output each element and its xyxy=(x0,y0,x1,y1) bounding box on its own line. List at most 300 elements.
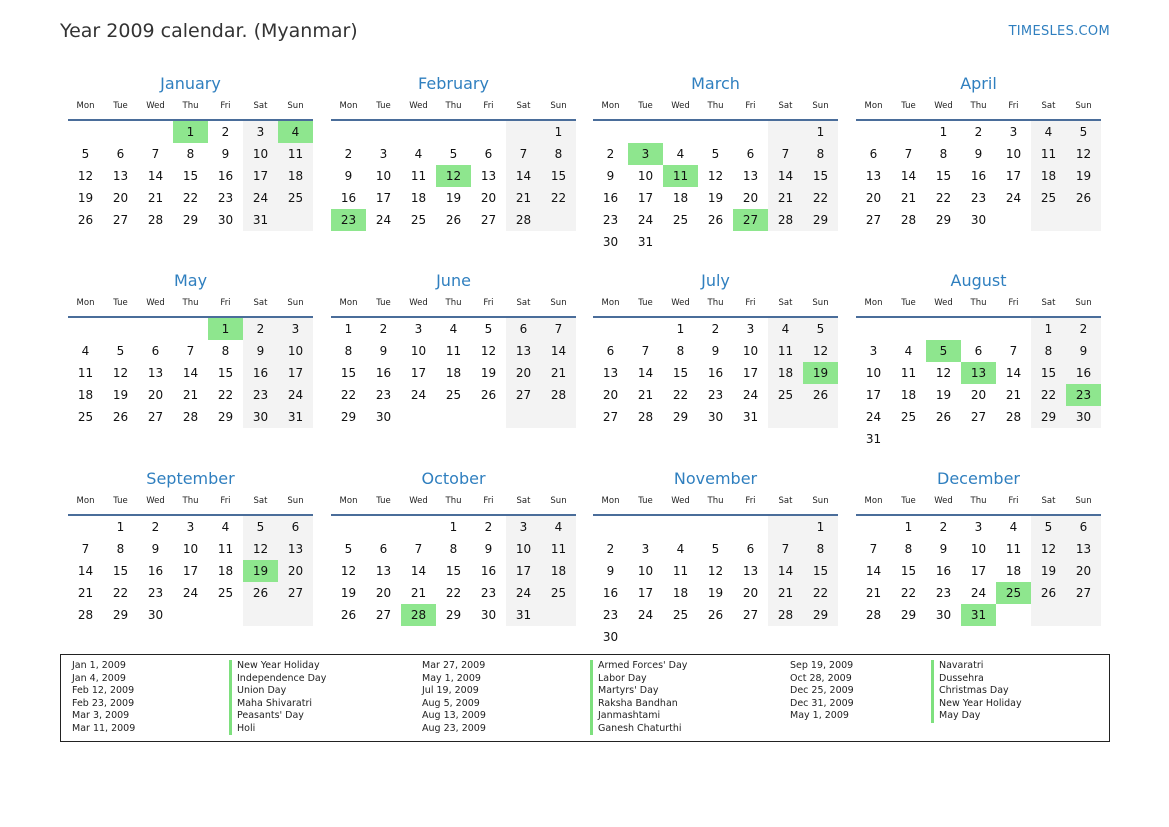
day-cell[interactable]: 23 xyxy=(970,191,987,205)
day-cell[interactable]: 27 xyxy=(375,608,392,622)
day-cell[interactable]: 23 xyxy=(252,388,269,402)
day-cell[interactable]: 7 xyxy=(554,322,563,336)
holiday-day-cell[interactable]: 11 xyxy=(663,165,698,187)
day-cell[interactable]: 21 xyxy=(1005,388,1022,402)
day-cell[interactable]: 25 xyxy=(1040,191,1057,205)
day-cell[interactable]: 15 xyxy=(340,366,357,380)
day-cell[interactable]: 30 xyxy=(1075,410,1092,424)
day-cell[interactable]: 11 xyxy=(1040,147,1057,161)
day-cell[interactable]: 20 xyxy=(742,191,759,205)
day-cell[interactable]: 15 xyxy=(1040,366,1057,380)
day-cell[interactable]: 12 xyxy=(340,564,357,578)
day-cell[interactable]: 7 xyxy=(151,147,160,161)
day-cell[interactable]: 20 xyxy=(375,586,392,600)
day-cell[interactable]: 30 xyxy=(970,213,987,227)
day-cell[interactable]: 25 xyxy=(287,191,304,205)
holiday-day-cell[interactable]: 1 xyxy=(208,318,243,340)
day-cell[interactable]: 11 xyxy=(900,366,917,380)
day-cell[interactable]: 26 xyxy=(812,388,829,402)
day-cell[interactable]: 22 xyxy=(812,191,829,205)
day-cell[interactable]: 6 xyxy=(519,322,528,336)
day-cell[interactable]: 11 xyxy=(287,147,304,161)
day-cell[interactable]: 29 xyxy=(812,608,829,622)
day-cell[interactable]: 5 xyxy=(256,520,265,534)
day-cell[interactable]: 24 xyxy=(970,586,987,600)
day-cell[interactable]: 7 xyxy=(414,542,423,556)
day-cell[interactable]: 14 xyxy=(410,564,427,578)
day-cell[interactable]: 3 xyxy=(291,322,300,336)
day-cell[interactable]: 11 xyxy=(77,366,94,380)
day-cell[interactable]: 26 xyxy=(112,410,129,424)
day-cell[interactable]: 6 xyxy=(974,344,983,358)
day-cell[interactable]: 23 xyxy=(602,608,619,622)
day-cell[interactable]: 6 xyxy=(1079,520,1088,534)
day-cell[interactable]: 13 xyxy=(865,169,882,183)
day-cell[interactable]: 13 xyxy=(287,542,304,556)
day-cell[interactable]: 30 xyxy=(707,410,724,424)
day-cell[interactable]: 14 xyxy=(865,564,882,578)
day-cell[interactable]: 10 xyxy=(865,366,882,380)
day-cell[interactable]: 9 xyxy=(151,542,160,556)
day-cell[interactable]: 21 xyxy=(77,586,94,600)
day-cell[interactable]: 13 xyxy=(515,344,532,358)
day-cell[interactable]: 27 xyxy=(865,213,882,227)
day-cell[interactable]: 18 xyxy=(1005,564,1022,578)
day-cell[interactable]: 16 xyxy=(970,169,987,183)
day-cell[interactable]: 18 xyxy=(287,169,304,183)
day-cell[interactable]: 27 xyxy=(287,586,304,600)
day-cell[interactable]: 3 xyxy=(379,147,388,161)
day-cell[interactable]: 12 xyxy=(1040,542,1057,556)
holiday-day-cell[interactable]: 23 xyxy=(1066,384,1101,406)
day-cell[interactable]: 26 xyxy=(707,213,724,227)
day-cell[interactable]: 2 xyxy=(606,542,615,556)
day-cell[interactable]: 17 xyxy=(970,564,987,578)
day-cell[interactable]: 2 xyxy=(939,520,948,534)
day-cell[interactable]: 17 xyxy=(515,564,532,578)
day-cell[interactable]: 12 xyxy=(112,366,129,380)
day-cell[interactable]: 15 xyxy=(812,169,829,183)
day-cell[interactable]: 20 xyxy=(515,366,532,380)
day-cell[interactable]: 17 xyxy=(637,586,654,600)
day-cell[interactable]: 1 xyxy=(1044,322,1053,336)
day-cell[interactable]: 29 xyxy=(112,608,129,622)
day-cell[interactable]: 6 xyxy=(116,147,125,161)
day-cell[interactable]: 7 xyxy=(781,542,790,556)
day-cell[interactable]: 29 xyxy=(217,410,234,424)
day-cell[interactable]: 2 xyxy=(256,322,265,336)
day-cell[interactable]: 22 xyxy=(812,586,829,600)
day-cell[interactable]: 18 xyxy=(217,564,234,578)
day-cell[interactable]: 13 xyxy=(480,169,497,183)
day-cell[interactable]: 15 xyxy=(112,564,129,578)
day-cell[interactable]: 31 xyxy=(252,213,269,227)
day-cell[interactable]: 7 xyxy=(519,147,528,161)
day-cell[interactable]: 28 xyxy=(900,213,917,227)
day-cell[interactable]: 26 xyxy=(340,608,357,622)
day-cell[interactable]: 16 xyxy=(340,191,357,205)
day-cell[interactable]: 16 xyxy=(375,366,392,380)
day-cell[interactable]: 29 xyxy=(445,608,462,622)
day-cell[interactable]: 16 xyxy=(480,564,497,578)
day-cell[interactable]: 8 xyxy=(676,344,685,358)
day-cell[interactable]: 19 xyxy=(480,366,497,380)
day-cell[interactable]: 20 xyxy=(287,564,304,578)
day-cell[interactable]: 3 xyxy=(974,520,983,534)
day-cell[interactable]: 24 xyxy=(637,213,654,227)
day-cell[interactable]: 23 xyxy=(147,586,164,600)
day-cell[interactable]: 31 xyxy=(287,410,304,424)
day-cell[interactable]: 20 xyxy=(865,191,882,205)
day-cell[interactable]: 5 xyxy=(344,542,353,556)
day-cell[interactable]: 29 xyxy=(900,608,917,622)
holiday-day-cell[interactable]: 25 xyxy=(996,582,1031,604)
day-cell[interactable]: 12 xyxy=(707,169,724,183)
day-cell[interactable]: 24 xyxy=(287,388,304,402)
day-cell[interactable]: 28 xyxy=(865,608,882,622)
day-cell[interactable]: 14 xyxy=(637,366,654,380)
day-cell[interactable]: 8 xyxy=(554,147,563,161)
day-cell[interactable]: 30 xyxy=(935,608,952,622)
day-cell[interactable]: 25 xyxy=(672,608,689,622)
day-cell[interactable]: 8 xyxy=(116,542,125,556)
day-cell[interactable]: 2 xyxy=(484,520,493,534)
day-cell[interactable]: 23 xyxy=(935,586,952,600)
day-cell[interactable]: 17 xyxy=(410,366,427,380)
day-cell[interactable]: 10 xyxy=(182,542,199,556)
day-cell[interactable]: 18 xyxy=(445,366,462,380)
day-cell[interactable]: 20 xyxy=(602,388,619,402)
holiday-day-cell[interactable]: 19 xyxy=(803,362,838,384)
day-cell[interactable]: 26 xyxy=(1075,191,1092,205)
day-cell[interactable]: 28 xyxy=(1005,410,1022,424)
day-cell[interactable]: 28 xyxy=(777,213,794,227)
day-cell[interactable]: 26 xyxy=(480,388,497,402)
day-cell[interactable]: 11 xyxy=(217,542,234,556)
day-cell[interactable]: 22 xyxy=(900,586,917,600)
day-cell[interactable]: 10 xyxy=(410,344,427,358)
day-cell[interactable]: 12 xyxy=(480,344,497,358)
day-cell[interactable]: 1 xyxy=(816,125,825,139)
day-cell[interactable]: 27 xyxy=(515,388,532,402)
day-cell[interactable]: 16 xyxy=(252,366,269,380)
day-cell[interactable]: 8 xyxy=(816,542,825,556)
day-cell[interactable]: 2 xyxy=(379,322,388,336)
day-cell[interactable]: 23 xyxy=(217,191,234,205)
day-cell[interactable]: 21 xyxy=(515,191,532,205)
day-cell[interactable]: 21 xyxy=(777,191,794,205)
day-cell[interactable]: 22 xyxy=(112,586,129,600)
day-cell[interactable]: 21 xyxy=(637,388,654,402)
day-cell[interactable]: 18 xyxy=(672,191,689,205)
day-cell[interactable]: 13 xyxy=(112,169,129,183)
day-cell[interactable]: 26 xyxy=(252,586,269,600)
day-cell[interactable]: 9 xyxy=(939,542,948,556)
day-cell[interactable]: 1 xyxy=(554,125,563,139)
day-cell[interactable]: 28 xyxy=(550,388,567,402)
day-cell[interactable]: 21 xyxy=(147,191,164,205)
day-cell[interactable]: 2 xyxy=(606,147,615,161)
day-cell[interactable]: 12 xyxy=(812,344,829,358)
day-cell[interactable]: 28 xyxy=(147,213,164,227)
day-cell[interactable]: 11 xyxy=(672,564,689,578)
day-cell[interactable]: 2 xyxy=(221,125,230,139)
day-cell[interactable]: 28 xyxy=(182,410,199,424)
day-cell[interactable]: 22 xyxy=(672,388,689,402)
day-cell[interactable]: 7 xyxy=(81,542,90,556)
day-cell[interactable]: 6 xyxy=(291,520,300,534)
day-cell[interactable]: 17 xyxy=(182,564,199,578)
day-cell[interactable]: 18 xyxy=(672,586,689,600)
day-cell[interactable]: 25 xyxy=(672,213,689,227)
day-cell[interactable]: 24 xyxy=(410,388,427,402)
day-cell[interactable]: 8 xyxy=(221,344,230,358)
holiday-day-cell[interactable]: 23 xyxy=(331,209,366,231)
day-cell[interactable]: 13 xyxy=(147,366,164,380)
day-cell[interactable]: 6 xyxy=(484,147,493,161)
day-cell[interactable]: 10 xyxy=(375,169,392,183)
day-cell[interactable]: 20 xyxy=(112,191,129,205)
holiday-day-cell[interactable]: 13 xyxy=(961,362,996,384)
day-cell[interactable]: 20 xyxy=(970,388,987,402)
day-cell[interactable]: 3 xyxy=(1009,125,1018,139)
day-cell[interactable]: 29 xyxy=(1040,410,1057,424)
holiday-day-cell[interactable]: 4 xyxy=(278,121,313,143)
day-cell[interactable]: 1 xyxy=(904,520,913,534)
day-cell[interactable]: 20 xyxy=(742,586,759,600)
day-cell[interactable]: 17 xyxy=(375,191,392,205)
day-cell[interactable]: 21 xyxy=(410,586,427,600)
day-cell[interactable]: 5 xyxy=(484,322,493,336)
day-cell[interactable]: 4 xyxy=(554,520,563,534)
day-cell[interactable]: 24 xyxy=(375,213,392,227)
day-cell[interactable]: 19 xyxy=(340,586,357,600)
day-cell[interactable]: 18 xyxy=(410,191,427,205)
holiday-day-cell[interactable]: 27 xyxy=(733,209,768,231)
day-cell[interactable]: 6 xyxy=(746,542,755,556)
day-cell[interactable]: 1 xyxy=(344,322,353,336)
day-cell[interactable]: 24 xyxy=(637,608,654,622)
day-cell[interactable]: 1 xyxy=(939,125,948,139)
day-cell[interactable]: 6 xyxy=(379,542,388,556)
day-cell[interactable]: 9 xyxy=(484,542,493,556)
day-cell[interactable]: 9 xyxy=(379,344,388,358)
day-cell[interactable]: 10 xyxy=(742,344,759,358)
day-cell[interactable]: 12 xyxy=(1075,147,1092,161)
day-cell[interactable]: 5 xyxy=(711,147,720,161)
day-cell[interactable]: 30 xyxy=(375,410,392,424)
day-cell[interactable]: 21 xyxy=(550,366,567,380)
day-cell[interactable]: 3 xyxy=(186,520,195,534)
brand-link[interactable]: TIMESLES.COM xyxy=(1008,24,1110,39)
day-cell[interactable]: 19 xyxy=(935,388,952,402)
day-cell[interactable]: 14 xyxy=(777,564,794,578)
day-cell[interactable]: 2 xyxy=(151,520,160,534)
day-cell[interactable]: 6 xyxy=(869,147,878,161)
day-cell[interactable]: 15 xyxy=(935,169,952,183)
day-cell[interactable]: 3 xyxy=(641,542,650,556)
day-cell[interactable]: 25 xyxy=(445,388,462,402)
day-cell[interactable]: 21 xyxy=(182,388,199,402)
day-cell[interactable]: 7 xyxy=(781,147,790,161)
day-cell[interactable]: 4 xyxy=(81,344,90,358)
day-cell[interactable]: 15 xyxy=(445,564,462,578)
day-cell[interactable]: 20 xyxy=(1075,564,1092,578)
day-cell[interactable]: 7 xyxy=(1009,344,1018,358)
day-cell[interactable]: 7 xyxy=(869,542,878,556)
day-cell[interactable]: 16 xyxy=(217,169,234,183)
day-cell[interactable]: 30 xyxy=(602,235,619,249)
day-cell[interactable]: 5 xyxy=(116,344,125,358)
day-cell[interactable]: 6 xyxy=(606,344,615,358)
day-cell[interactable]: 4 xyxy=(781,322,790,336)
day-cell[interactable]: 3 xyxy=(746,322,755,336)
holiday-day-cell[interactable]: 12 xyxy=(436,165,471,187)
day-cell[interactable]: 27 xyxy=(1075,586,1092,600)
day-cell[interactable]: 31 xyxy=(637,235,654,249)
day-cell[interactable]: 10 xyxy=(970,542,987,556)
day-cell[interactable]: 29 xyxy=(935,213,952,227)
day-cell[interactable]: 17 xyxy=(742,366,759,380)
day-cell[interactable]: 23 xyxy=(707,388,724,402)
day-cell[interactable]: 30 xyxy=(252,410,269,424)
day-cell[interactable]: 27 xyxy=(480,213,497,227)
day-cell[interactable]: 25 xyxy=(550,586,567,600)
day-cell[interactable]: 10 xyxy=(252,147,269,161)
day-cell[interactable]: 12 xyxy=(77,169,94,183)
day-cell[interactable]: 3 xyxy=(414,322,423,336)
day-cell[interactable]: 5 xyxy=(1079,125,1088,139)
day-cell[interactable]: 9 xyxy=(974,147,983,161)
day-cell[interactable]: 25 xyxy=(217,586,234,600)
day-cell[interactable]: 4 xyxy=(414,147,423,161)
day-cell[interactable]: 23 xyxy=(375,388,392,402)
day-cell[interactable]: 13 xyxy=(742,564,759,578)
day-cell[interactable]: 16 xyxy=(147,564,164,578)
day-cell[interactable]: 2 xyxy=(711,322,720,336)
day-cell[interactable]: 3 xyxy=(519,520,528,534)
day-cell[interactable]: 17 xyxy=(865,388,882,402)
day-cell[interactable]: 15 xyxy=(217,366,234,380)
day-cell[interactable]: 14 xyxy=(147,169,164,183)
day-cell[interactable]: 28 xyxy=(515,213,532,227)
day-cell[interactable]: 11 xyxy=(410,169,427,183)
day-cell[interactable]: 13 xyxy=(1075,542,1092,556)
holiday-day-cell[interactable]: 1 xyxy=(173,121,208,143)
day-cell[interactable]: 16 xyxy=(707,366,724,380)
day-cell[interactable]: 19 xyxy=(1075,169,1092,183)
day-cell[interactable]: 21 xyxy=(777,586,794,600)
day-cell[interactable]: 30 xyxy=(217,213,234,227)
day-cell[interactable]: 9 xyxy=(221,147,230,161)
day-cell[interactable]: 27 xyxy=(970,410,987,424)
day-cell[interactable]: 28 xyxy=(637,410,654,424)
day-cell[interactable]: 15 xyxy=(550,169,567,183)
day-cell[interactable]: 26 xyxy=(445,213,462,227)
day-cell[interactable]: 14 xyxy=(515,169,532,183)
day-cell[interactable]: 13 xyxy=(742,169,759,183)
day-cell[interactable]: 26 xyxy=(1040,586,1057,600)
day-cell[interactable]: 22 xyxy=(1040,388,1057,402)
day-cell[interactable]: 19 xyxy=(112,388,129,402)
day-cell[interactable]: 2 xyxy=(344,147,353,161)
day-cell[interactable]: 5 xyxy=(711,542,720,556)
day-cell[interactable]: 15 xyxy=(900,564,917,578)
day-cell[interactable]: 4 xyxy=(449,322,458,336)
day-cell[interactable]: 17 xyxy=(252,169,269,183)
day-cell[interactable]: 8 xyxy=(1044,344,1053,358)
day-cell[interactable]: 8 xyxy=(816,147,825,161)
day-cell[interactable]: 24 xyxy=(1005,191,1022,205)
day-cell[interactable]: 25 xyxy=(777,388,794,402)
day-cell[interactable]: 9 xyxy=(1079,344,1088,358)
day-cell[interactable]: 9 xyxy=(256,344,265,358)
day-cell[interactable]: 21 xyxy=(865,586,882,600)
day-cell[interactable]: 4 xyxy=(221,520,230,534)
day-cell[interactable]: 16 xyxy=(1075,366,1092,380)
day-cell[interactable]: 30 xyxy=(147,608,164,622)
holiday-day-cell[interactable]: 31 xyxy=(961,604,996,626)
day-cell[interactable]: 22 xyxy=(935,191,952,205)
day-cell[interactable]: 26 xyxy=(77,213,94,227)
day-cell[interactable]: 29 xyxy=(812,213,829,227)
day-cell[interactable]: 9 xyxy=(711,344,720,358)
day-cell[interactable]: 31 xyxy=(515,608,532,622)
day-cell[interactable]: 18 xyxy=(1040,169,1057,183)
day-cell[interactable]: 7 xyxy=(641,344,650,358)
day-cell[interactable]: 13 xyxy=(375,564,392,578)
day-cell[interactable]: 2 xyxy=(1079,322,1088,336)
day-cell[interactable]: 1 xyxy=(116,520,125,534)
day-cell[interactable]: 4 xyxy=(1044,125,1053,139)
day-cell[interactable]: 10 xyxy=(287,344,304,358)
day-cell[interactable]: 29 xyxy=(182,213,199,227)
day-cell[interactable]: 24 xyxy=(865,410,882,424)
day-cell[interactable]: 11 xyxy=(777,344,794,358)
day-cell[interactable]: 12 xyxy=(252,542,269,556)
day-cell[interactable]: 12 xyxy=(935,366,952,380)
holiday-day-cell[interactable]: 19 xyxy=(243,560,278,582)
day-cell[interactable]: 19 xyxy=(77,191,94,205)
day-cell[interactable]: 10 xyxy=(1005,147,1022,161)
day-cell[interactable]: 9 xyxy=(606,564,615,578)
day-cell[interactable]: 12 xyxy=(707,564,724,578)
day-cell[interactable]: 11 xyxy=(445,344,462,358)
day-cell[interactable]: 22 xyxy=(182,191,199,205)
day-cell[interactable]: 16 xyxy=(602,191,619,205)
day-cell[interactable]: 22 xyxy=(340,388,357,402)
day-cell[interactable]: 31 xyxy=(865,432,882,446)
day-cell[interactable]: 31 xyxy=(742,410,759,424)
day-cell[interactable]: 10 xyxy=(515,542,532,556)
day-cell[interactable]: 22 xyxy=(217,388,234,402)
day-cell[interactable]: 24 xyxy=(182,586,199,600)
day-cell[interactable]: 11 xyxy=(550,542,567,556)
day-cell[interactable]: 15 xyxy=(812,564,829,578)
day-cell[interactable]: 10 xyxy=(637,564,654,578)
day-cell[interactable]: 19 xyxy=(707,586,724,600)
holiday-day-cell[interactable]: 5 xyxy=(926,340,961,362)
day-cell[interactable]: 4 xyxy=(904,344,913,358)
day-cell[interactable]: 3 xyxy=(256,125,265,139)
day-cell[interactable]: 27 xyxy=(742,608,759,622)
day-cell[interactable]: 7 xyxy=(904,147,913,161)
day-cell[interactable]: 18 xyxy=(77,388,94,402)
day-cell[interactable]: 18 xyxy=(550,564,567,578)
day-cell[interactable]: 14 xyxy=(550,344,567,358)
day-cell[interactable]: 14 xyxy=(1005,366,1022,380)
day-cell[interactable]: 29 xyxy=(672,410,689,424)
